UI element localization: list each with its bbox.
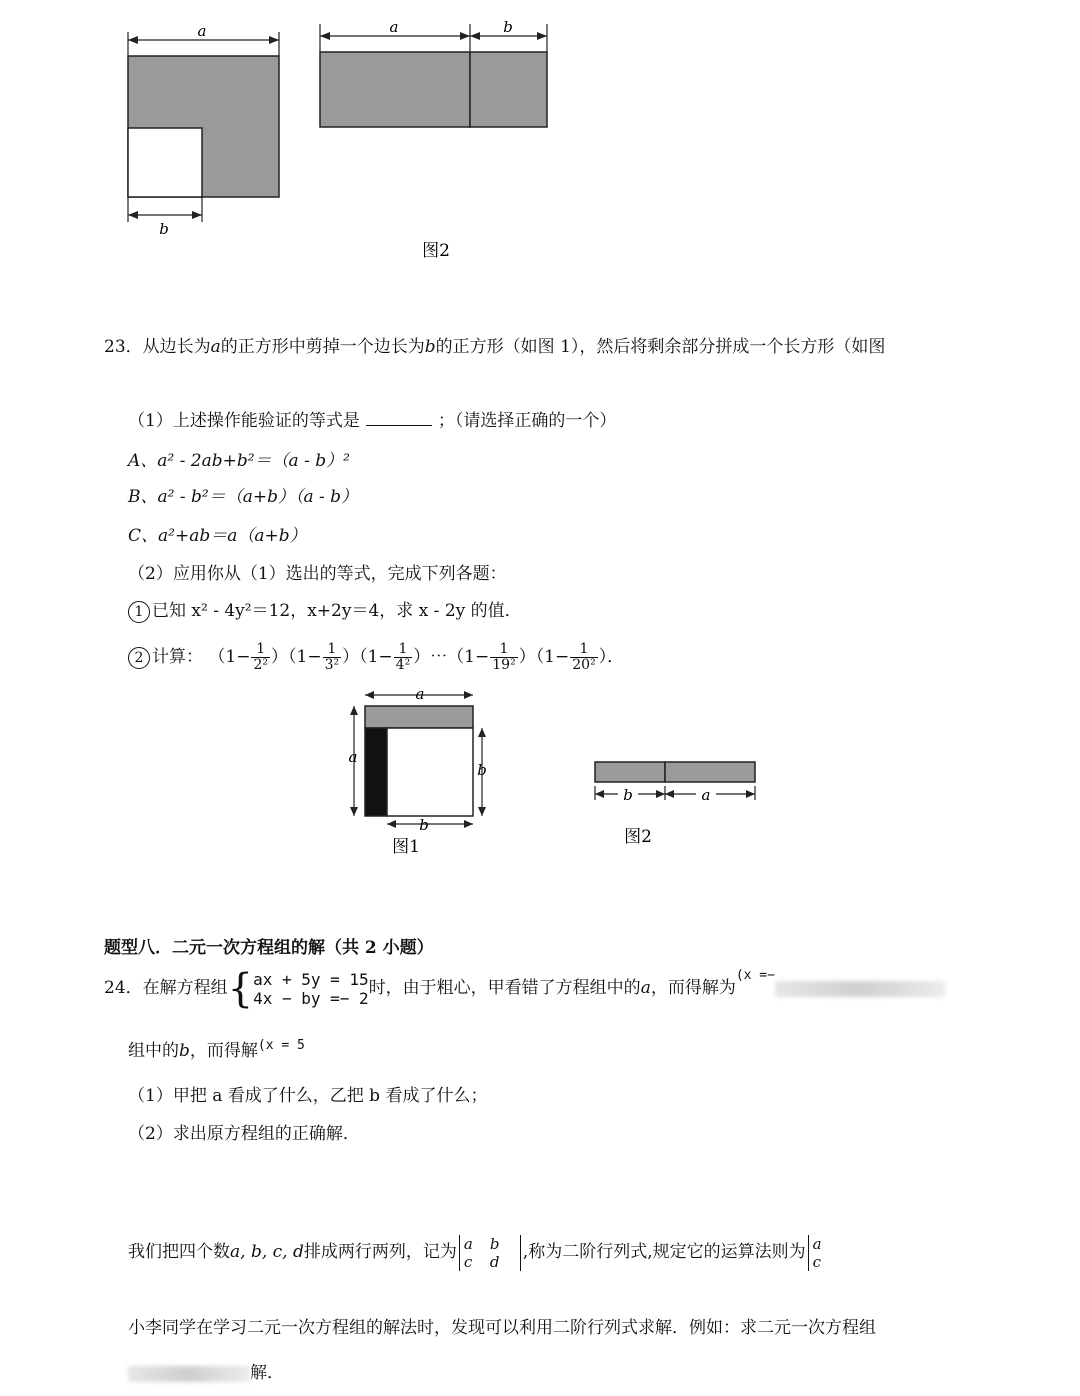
- question-number: 23．: [104, 337, 143, 357]
- option-b: B、a² - b²＝（a+b）（a - b）: [128, 487, 359, 507]
- figure-caption: 图2: [422, 241, 450, 261]
- fig1-white-square: [387, 728, 473, 816]
- system-brace: {: [227, 965, 254, 1012]
- svg-text:a: a: [415, 685, 425, 703]
- determinant-example: 小李同学在学习二元一次方程组的解法时，发现可以利用二阶行列式求解．例如：求二元一次方程组: [128, 1318, 876, 1338]
- fig2-caption: 图2: [624, 827, 652, 847]
- circled-number-2: 2: [128, 647, 150, 669]
- q24-part1: （1）甲把 a 看成了什么，乙把 b 看成了什么；: [128, 1086, 488, 1106]
- term-3: （1− $\frac{1}{\text{4²}}$ ）: [359, 641, 431, 673]
- q24-line2: 组中的b，而得解(x = 5: [128, 1038, 305, 1061]
- q23-part2: （2）应用你从（1）选出的等式，完成下列各题：: [128, 564, 507, 584]
- equation-system: ax + 5y = 15 4x − by =− 2: [253, 969, 369, 1008]
- q23-part1: （1）上述操作能验证的等式是 ；（请选择正确的一个）: [128, 411, 617, 431]
- q23-sub2: 2 计算： （1− $\frac{1}{\text{2²}}$ ）（1− $\frac{1}{\text{3²}}$ ）（1− $\frac{1}{\text{4²}}$ ）⋯（1− $\frac{1}{\text{19²}}$ ）（1− $\frac{1}{\text{20²}}$ ）．: [128, 640, 624, 674]
- determinant-matrix-cropped: a c: [808, 1235, 843, 1271]
- term-5: （1− $\frac{1}{\text{20²}}$ ）．: [535, 641, 625, 673]
- q24-stem: 24．在解方程组{ ax + 5y = 15 4x − by =− 2 时，由于粗心，甲看错了方程组中的a，而得解为(x =−: [104, 966, 945, 1010]
- q23-figures: [340, 684, 770, 864]
- l-shape-white-square: [128, 128, 202, 197]
- fig2-b-part: [595, 762, 665, 782]
- cropped-solution-2: (x = 5: [257, 1038, 305, 1053]
- section-heading: 题型八．二元一次方程组的解（共 2 小题）: [104, 938, 434, 958]
- term-2: （1− $\frac{1}{\text{3²}}$ ）: [288, 641, 360, 673]
- rect-a-part: [320, 52, 470, 127]
- dim-label-a-left: a: [197, 22, 207, 40]
- dim-label-b-left: b: [159, 220, 169, 238]
- fig2-a-part: [665, 762, 755, 782]
- circled-number-1: 1: [128, 601, 150, 623]
- fig1-caption: 图1: [392, 837, 420, 857]
- dim-label-b-right: b: [503, 18, 513, 36]
- blurred-region: [775, 981, 945, 997]
- rect-b-part: [470, 52, 547, 127]
- option-a: A、a² - 2ab+b²＝（a - b）²: [128, 451, 350, 471]
- svg-text:b: b: [419, 816, 429, 834]
- cropped-solution-1: (x =−: [735, 968, 775, 983]
- question-number: 24．: [104, 978, 143, 998]
- determinant-intro: 我们把四个数a, b, c, d排成两行两列，记为 a b c d ,称为二阶行列式,规定它的运算法则为 a c: [128, 1230, 845, 1274]
- term-4: ⋯（1− $\frac{1}{\text{19²}}$ ）: [430, 641, 536, 673]
- svg-text:b: b: [623, 786, 633, 804]
- determinant-matrix: a b c d: [459, 1235, 521, 1271]
- q23-sub1: 1 已知 x² - 4y²＝12，x+2y＝4，求 x - 2y 的值．: [128, 600, 522, 623]
- fig1-top-strip: [365, 706, 473, 728]
- svg-text:a: a: [701, 786, 711, 804]
- term-1: （1− $\frac{1}{\text{2²}}$ ）: [208, 641, 288, 673]
- dim-label-a-right: a: [389, 18, 399, 36]
- top-figure: [110, 10, 570, 270]
- svg-text:b: b: [477, 761, 487, 779]
- determinant-example-line2: 解．: [128, 1362, 284, 1384]
- q23-stem: 23．从边长为a的正方形中剪掉一个边长为b的正方形（如图 1），然后将剩余部分拼成一个长方形（如图: [104, 337, 886, 357]
- option-c: C、a²+ab＝a（a+b）: [128, 526, 307, 546]
- svg-text:a: a: [348, 748, 358, 766]
- answer-blank: [366, 411, 432, 426]
- blurred-region: [128, 1366, 250, 1382]
- fig1-black-strip: [365, 728, 387, 816]
- q24-part2: （2）求出原方程组的正确解．: [128, 1124, 360, 1144]
